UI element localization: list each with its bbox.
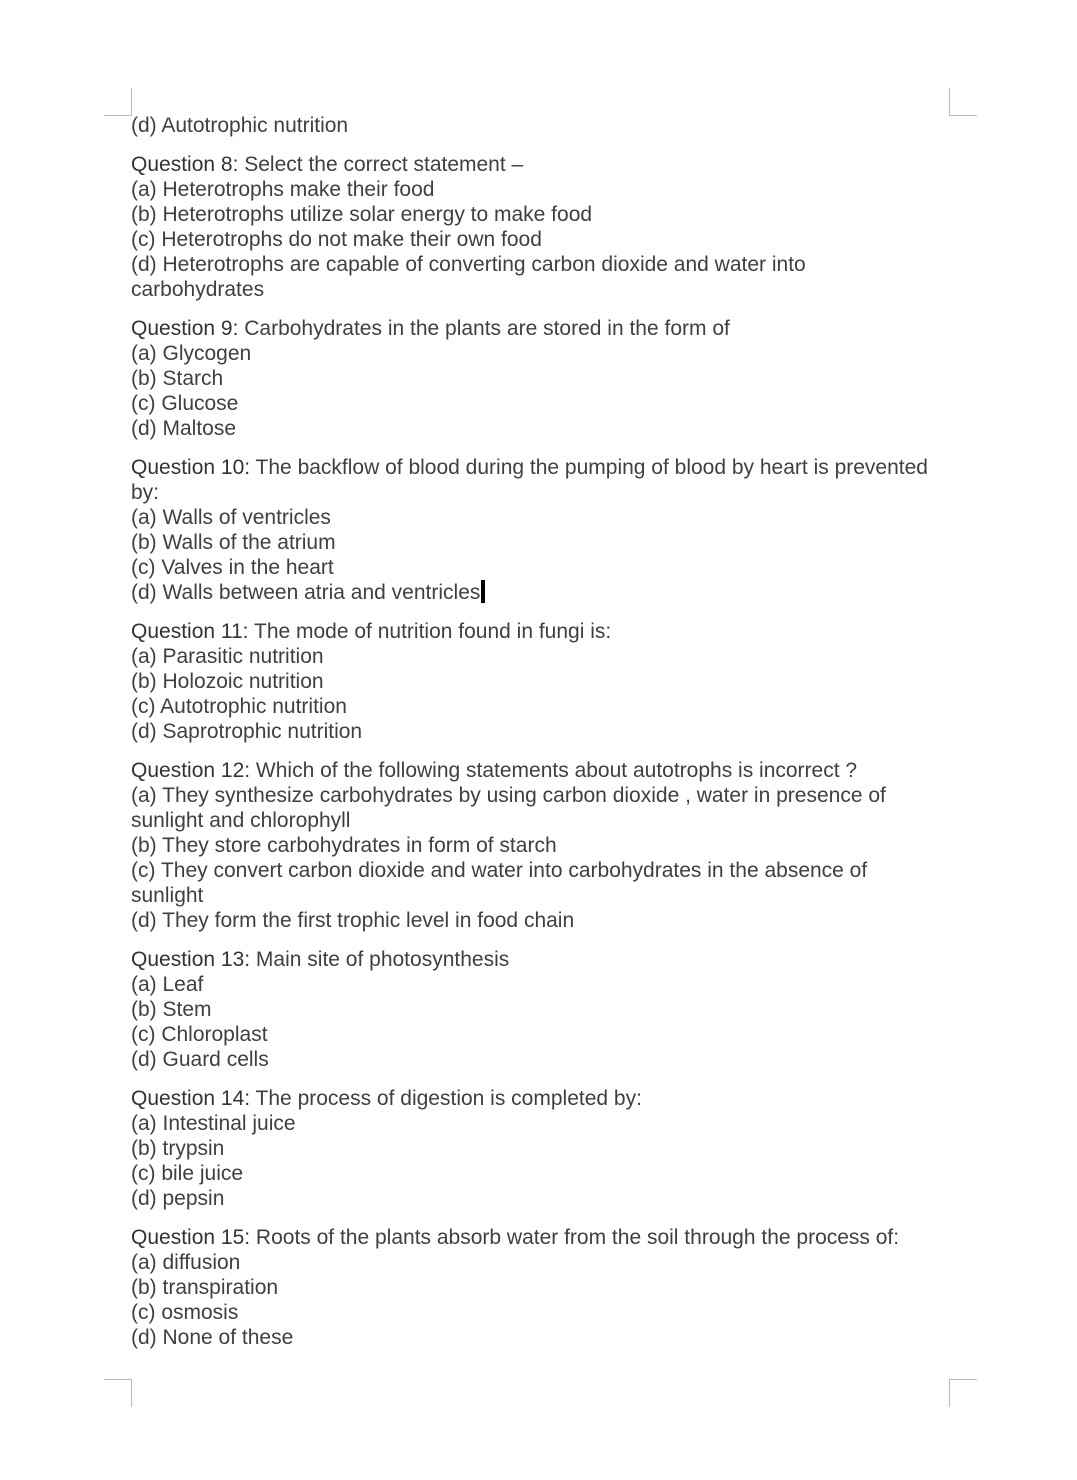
option: (d) Autotrophic nutrition — [131, 114, 349, 137]
crop-mark-bottom-left — [104, 1379, 132, 1407]
option: (d) Saprotrophic nutrition — [131, 720, 363, 743]
option: (c) Glucose — [131, 392, 239, 415]
option: (b) Stem — [131, 998, 212, 1021]
question-stem — [131, 1086, 941, 1111]
crop-mark-bottom-right — [949, 1379, 977, 1407]
question-block — [131, 1225, 941, 1350]
question-stem — [131, 758, 941, 783]
question-label: Question 14: — [131, 1087, 251, 1110]
question-block — [131, 619, 941, 744]
question-label: Question 11: — [131, 620, 249, 643]
question-block — [131, 152, 941, 302]
question-label: Question 15: — [131, 1226, 251, 1249]
option: (d) Maltose — [131, 417, 237, 440]
question-label: Question 13: — [131, 948, 251, 971]
question-text: Which of the following statements about autotrophs is incorrect ? — [250, 759, 858, 782]
option: (c) Autotrophic nutrition — [131, 695, 347, 718]
question-label: Question 9: — [131, 317, 239, 340]
option: (a) Glycogen — [131, 342, 252, 365]
question-block — [131, 455, 941, 605]
option: (c) bile juice — [131, 1162, 244, 1185]
option: (d) Walls between atria and ventricles — [131, 581, 481, 604]
text-cursor — [481, 580, 485, 603]
option: (c) Valves in the heart — [131, 556, 334, 579]
option: (a) diffusion — [131, 1251, 241, 1274]
option: (b) Walls of the atrium — [131, 531, 336, 554]
question-block — [131, 1086, 941, 1211]
option: (d) pepsin — [131, 1187, 225, 1210]
question-label: Question 10: — [131, 456, 251, 479]
option: (a) Walls of ventricles — [131, 506, 331, 529]
question-block — [131, 947, 941, 1072]
option: (d) None of these — [131, 1326, 294, 1349]
question-block — [131, 758, 941, 933]
question-text: The process of digestion is completed by: — [250, 1087, 642, 1110]
option: (b) Starch — [131, 367, 224, 390]
question-stem — [131, 619, 941, 644]
question-stem — [131, 455, 941, 505]
option: (a) They synthesize carbohydrates by using carbon dioxide , water in presence of sunlight and chlorophyll — [131, 784, 886, 832]
question-label: Question 8: — [131, 153, 239, 176]
option: (c) Heterotrophs do not make their own food — [131, 228, 542, 251]
document-body — [131, 113, 941, 1364]
option: (c) They convert carbon dioxide and water into carbohydrates in the absence of sunlight — [131, 859, 868, 907]
question-label: Question 12: — [131, 759, 251, 782]
question-text: The backflow of blood during the pumping of blood by heart is prevented by: — [131, 456, 928, 504]
option: (b) They store carbohydrates in form of starch — [131, 834, 557, 857]
lead-block — [131, 113, 941, 138]
option: (c) Chloroplast — [131, 1023, 268, 1046]
crop-mark-top-left — [104, 88, 132, 116]
option: (b) trypsin — [131, 1137, 225, 1160]
option: (b) Holozoic nutrition — [131, 670, 324, 693]
question-text: Carbohydrates in the plants are stored in the form of — [238, 317, 730, 340]
question-stem — [131, 1225, 941, 1250]
question-stem — [131, 947, 941, 972]
option: (b) Heterotrophs utilize solar energy to make food — [131, 203, 593, 226]
option: (a) Intestinal juice — [131, 1112, 296, 1135]
option: (c) osmosis — [131, 1301, 239, 1324]
question-text: Select the correct statement – — [238, 153, 524, 176]
question-block — [131, 316, 941, 441]
crop-mark-top-right — [949, 88, 977, 116]
question-text: The mode of nutrition found in fungi is: — [248, 620, 612, 643]
option: (a) Leaf — [131, 973, 204, 996]
question-stem — [131, 316, 941, 341]
option-with-cursor[interactable] — [131, 580, 941, 605]
question-stem — [131, 152, 941, 177]
option: (d) Heterotrophs are capable of converting carbon dioxide and water into carbohydrates — [131, 253, 806, 301]
option: (b) transpiration — [131, 1276, 279, 1299]
question-text: Main site of photosynthesis — [250, 948, 510, 971]
option: (d) They form the first trophic level in food chain — [131, 909, 575, 932]
option: (a) Heterotrophs make their food — [131, 178, 435, 201]
option: (a) Parasitic nutrition — [131, 645, 324, 668]
option: (d) Guard cells — [131, 1048, 269, 1071]
question-text: Roots of the plants absorb water from the soil through the process of: — [250, 1226, 900, 1249]
